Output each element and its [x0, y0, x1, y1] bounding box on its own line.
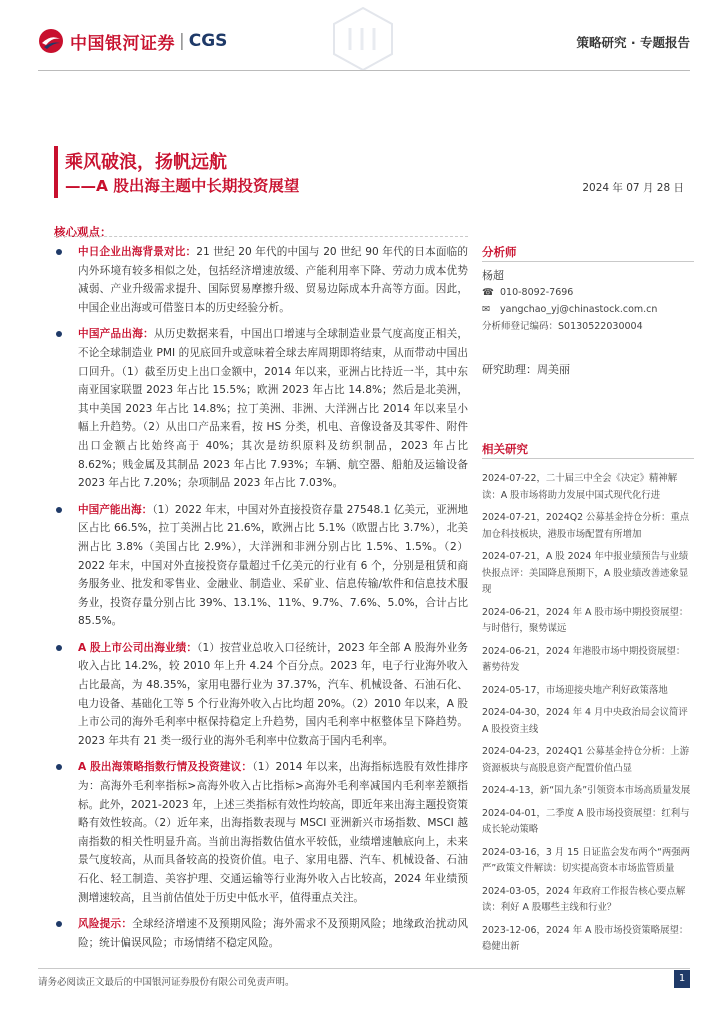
key-point-text: 从历史数据来看，中国出口增速与全球制造业景气度高度正相关，不论全球制造业 PMI 的见底回升或意味着全球去库周期即将结束，从而带动中国出口回升。（1）截至历史上出口金额中，2014 年以来，亚洲占比持近一半，其中东南亚国家联盟 2023 年占比 15.5%；欧洲 2023 年占比 14.8%；然后是北美洲，其中美国 2023 年占比 14.8%；拉丁美洲、非洲、大洋洲占比 2014 年以来呈小幅上升趋势。（2）从出口产品来看，按 HS 分类，机电、音像设备及其零件、附件出口金额占比始终高于 40%；其次是纺织原料及纺织制品，2023 年占比 8.62%；贱金属及其制品 2023 年占比 7.93%；车辆、航空器、船舶及运输设备 2023 年占比 7.20%；杂项制品 2023 年占比 7.03%。 — [78, 328, 469, 490]
key-point-title: 中日企业出海背景对比： — [78, 246, 197, 258]
key-point — [54, 243, 468, 317]
sidebar — [482, 242, 694, 962]
related-research-item[interactable]: 2024-05-17，市场迎接央地产利好政策落地 — [482, 684, 668, 696]
key-point-text: （1）2014 年以来，出海指标选股有效性排序为：高海外毛利率指标>高海外收入占比指标>高海外毛利率减国内毛利率差额指标。此外，2021-2023 年，上述三类指标有效性均较高，即近年来出海主题投资策略有效性较高。（2）近年来，出海指数表现与 MSCI 亚洲新兴市场指数、MSCI 越南指数的相关性明显升高。当前出海指数估值水平较低，业绩增速触底向上，未来景气度较高，从而具备较高的投资价值。电子、家用电器、汽车、机械设备、石油石化、轻工制造、美容护理、交通运输等行业海外收入占比较高，2024 年业绩预测增速较高，且当前估值处于历史中低水平，值得重点关注。 — [78, 761, 468, 904]
footer-disclaimer: 请务必阅读正文最后的中国银河证券股份有限公司免责声明。 — [38, 977, 295, 988]
phone-number: 010-8092-7696 — [500, 287, 574, 298]
report-title: 乘风破浪，扬帆远航 — [65, 152, 227, 173]
report-type-label: 策略研究 · 专题报告 — [576, 35, 690, 50]
key-points-label: 核心观点： — [54, 225, 112, 239]
key-point — [54, 758, 468, 907]
related-research-item[interactable]: 2024-07-22，二十届三中全会《决定》精神解读：A 股市场将助力发展中国式现代化行进 — [482, 473, 678, 501]
report-subtitle: ——A 股出海主题中长期投资展望 — [65, 177, 300, 195]
phone-icon: ☎ — [482, 287, 494, 298]
related-research-item[interactable]: 2024-04-23，2024Q1 公募基金持仓分析：上游资源板块与高股息资产配置价值凸显 — [482, 746, 690, 774]
related-research-item[interactable]: 2024-07-21，A 股 2024 年中报业绩预告与业绩快报点评：美国降息预期下，A 股业绩改善迹象显现 — [482, 551, 689, 595]
related-research-item[interactable]: 2024-4-13，新“国九条”引领资本市场高质量发展 — [482, 785, 691, 796]
bullet-icon — [56, 331, 62, 337]
report-date: 2024 年 07 月 28 日 — [582, 182, 684, 194]
bullet-icon — [56, 507, 62, 513]
research-assistant: 研究助理：周美丽 — [482, 363, 570, 376]
certificate-number: S0130522030004 — [558, 321, 643, 332]
logo-english-name: CGS — [188, 31, 228, 51]
analyst-email — [482, 301, 694, 318]
key-points-list — [54, 243, 468, 960]
key-point — [54, 639, 468, 751]
related-research-item[interactable]: 2023-12-06，2024 年 A 股市场投资策略展望：稳健出新 — [482, 924, 689, 952]
logo-separator: | — [179, 31, 185, 51]
key-point-title: 风险提示： — [78, 918, 133, 931]
analyst-name: 杨超 — [482, 269, 504, 282]
key-point-title: 中国产能出海： — [78, 503, 153, 516]
report-header — [0, 0, 724, 80]
title-block — [38, 142, 694, 198]
key-point-text: （1）按营业总收入口径统计，2023 年全部 A 股海外业务收入占比 14.2%，较 2010 年上升 4.24 个百分点。2023 年，电子行业海外收入占比最高，为 48.35%，家用电器行业为 37.37%，汽车、机械设备、石油石化、电力设备、基础化工等 5 个行业海外收入占比均超 20%。（2）2010 年以来，A 股上市公司的海外毛利率中枢保持稳定上升趋势，国内毛利率中枢整体呈下降趋势。2023 年共有 21 类一级行业的海外毛利率中位数高于国内毛利率。 — [78, 641, 469, 747]
bullet-icon — [56, 645, 62, 651]
analyst-heading: 分析师 — [482, 242, 694, 262]
key-point-title: 中国产品出海： — [78, 328, 154, 341]
related-research-item[interactable]: 2024-04-30，2024 年 4 月中央政治局会议简评 A 股投资主线 — [482, 707, 688, 735]
bullet-icon — [56, 249, 62, 255]
footer-divider — [38, 968, 690, 969]
bullet-icon — [56, 921, 62, 927]
bullet-icon — [56, 764, 62, 770]
related-research-item[interactable]: 2024-06-21，2024 年 A 股市场中期投资展望：与时偕行，聚势谋远 — [482, 606, 689, 634]
related-research-item[interactable]: 2024-06-21，2024 年港股市场中期投资展望：蓄势待发 — [482, 645, 686, 673]
page-number: 1 — [674, 970, 690, 988]
key-point — [54, 915, 468, 952]
analyst-phone — [482, 284, 694, 301]
key-point — [54, 501, 468, 631]
company-logo — [38, 27, 227, 55]
key-point-text: 21 世纪 20 年代的中国与 20 世纪 90 年代的日本面临的内外环境有较多相似之处，包括经济增速放缓、产能利用率下降、劳动力成本优势减弱、产业升级需求提升、国际贸易摩擦升级、贸易边际成本升高等方面。因此，中国企业出海或可借鉴日本的历史经验分析。 — [78, 246, 469, 314]
related-research-list — [482, 471, 694, 956]
key-point-title: A 股出海策略指数行情及投资建议： — [78, 761, 253, 774]
title-accent-bar — [54, 146, 58, 198]
related-research-heading: 相关研究 — [482, 439, 694, 459]
related-research-item[interactable]: 2024-03-16，3 月 15 日证监会发布两个“两强两严”政策文件解读：切实提高资本市场监管质量 — [482, 846, 691, 874]
key-points-divider — [54, 236, 468, 237]
logo-chinese-name: 中国银河证券 — [70, 33, 175, 54]
certificate-label: 分析师登记编码： — [482, 321, 559, 332]
cgs-watermark-icon — [330, 6, 396, 72]
related-research-item[interactable]: 2024-03-05，2024 年政府工作报告核心要点解读：利好 A 股哪些主线和行业？ — [482, 885, 686, 913]
analyst-certificate — [482, 318, 694, 335]
key-point-text: 全球经济增速不及预期风险；海外需求不及预期风险；地缘政治扰动风险；统计偏误风险；市场情绪不稳定风险。 — [78, 918, 468, 949]
key-point-title: A 股上市公司出海业绩： — [78, 641, 198, 654]
related-research-item[interactable]: 2024-04-01，二季度 A 股市场投资展望：红利与成长轮动策略 — [482, 807, 690, 835]
email-address[interactable]: yangchao_yj@chinastock.com.cn — [500, 304, 658, 315]
galaxy-logo-icon — [38, 28, 64, 54]
related-research-item[interactable]: 2024-07-21，2024Q2 公募基金持仓分析：重点加仓科技板块，港股市场配置有所增加 — [482, 512, 690, 540]
key-point-text: （1）2022 年末，中国对外直接投资存量 27548.1 亿美元，亚洲地区占比 66.5%，拉丁美洲占比 21.6%，欧洲占比 5.1%（欧盟占比 3.7%），北美洲占比 3.8%（美国占比 2.9%），大洋洲和非洲分别占比 1.5%、1.5%。（2）2022 年末，中国对外直接投资存量超过千亿美元的行业有 6 个，分别是租赁和商务服务业、批发和零售业、金融业、制造业、采矿业、信息传输/软件和信息技术服务业，投资存量分别占比 39%、13.1%、11%、9.7%、7.6%、5.0%，合计占比 85.5%。 — [78, 503, 469, 628]
key-point — [54, 325, 468, 492]
email-icon: ✉ — [482, 304, 490, 315]
header-divider — [38, 70, 690, 71]
